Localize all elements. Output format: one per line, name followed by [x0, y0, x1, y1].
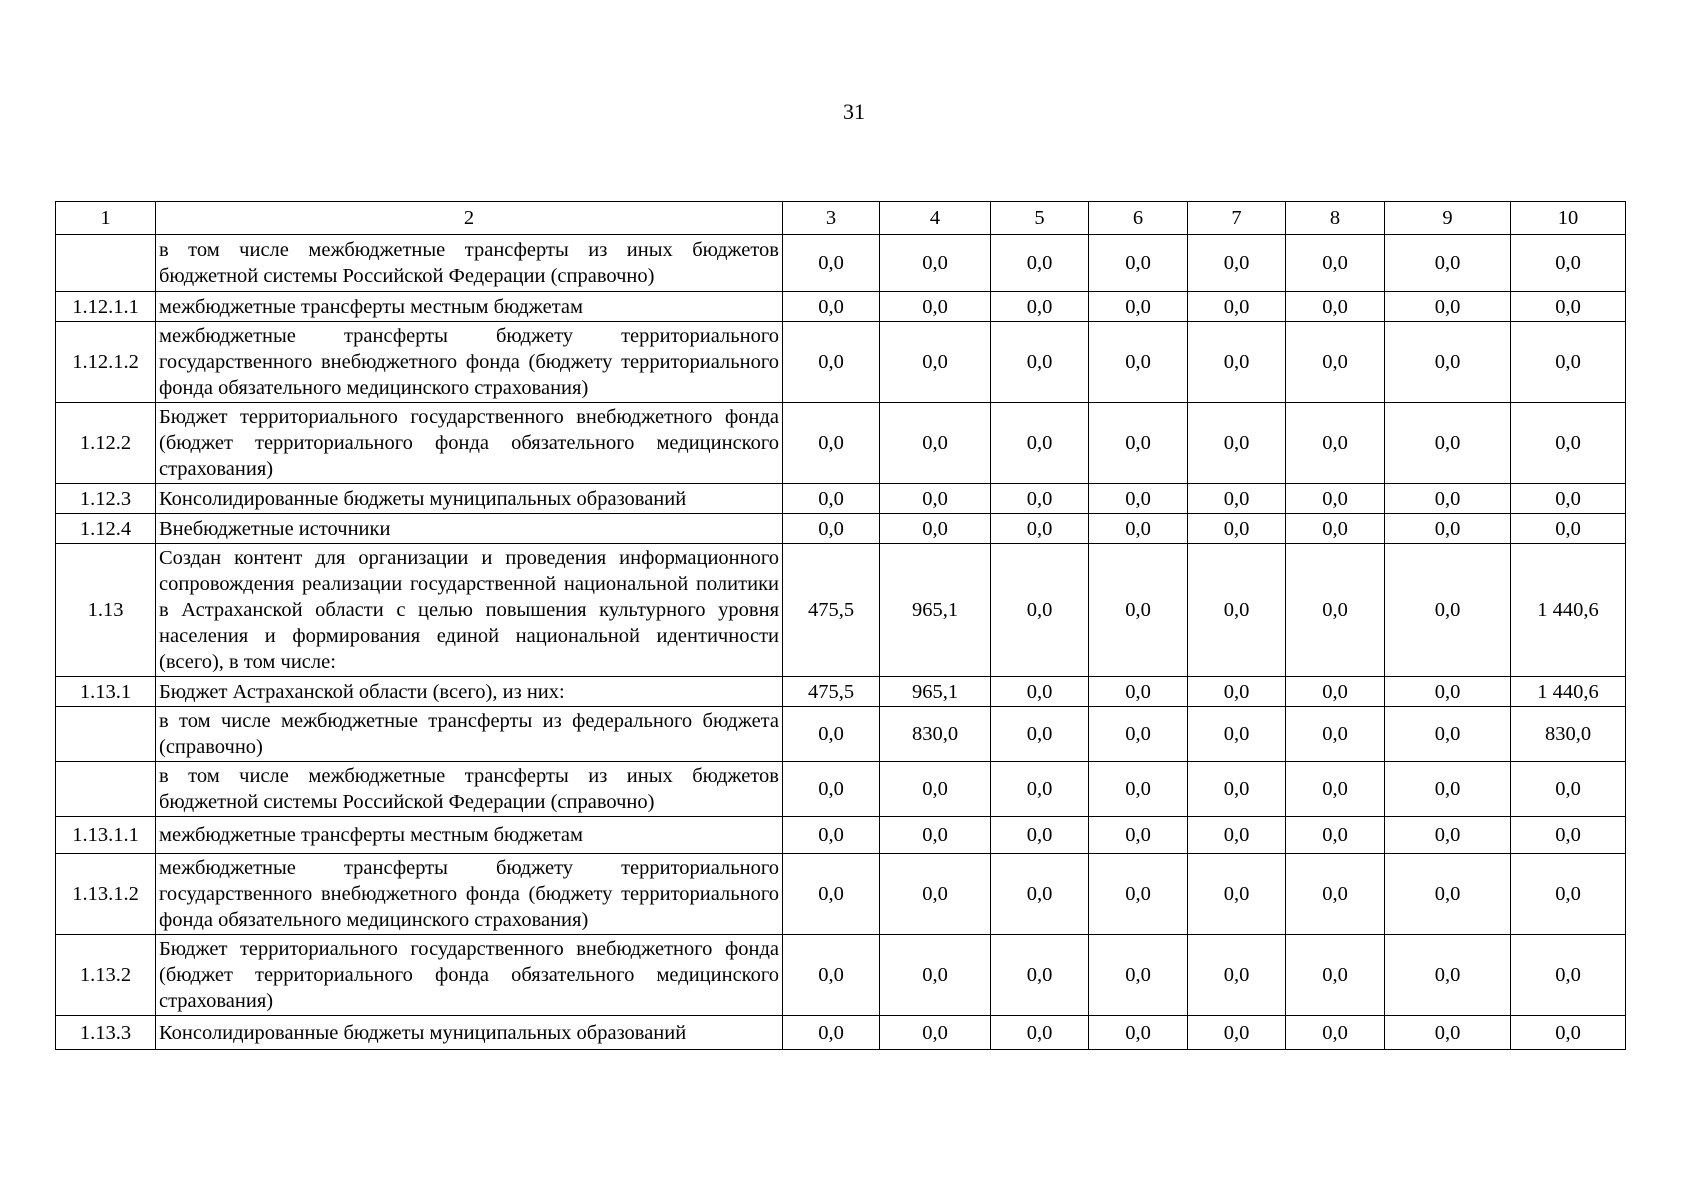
row-description: Внебюджетные источники [156, 514, 783, 544]
value-cell: 1 440,6 [1511, 544, 1626, 677]
value-cell: 0,0 [1385, 935, 1511, 1016]
row-description: Создан контент для организации и проведения информационного сопровождения реализации государственной национальной политики в Астраханской области с целью повышения культурного уровня населения и формирования единой национальной идентичности (всего), в том числе: [156, 544, 783, 677]
value-cell: 0,0 [1089, 707, 1188, 762]
value-cell: 0,0 [991, 935, 1089, 1016]
row-code: 1.13.3 [56, 1016, 156, 1050]
value-cell: 0,0 [991, 235, 1089, 292]
value-cell: 0,0 [1188, 403, 1286, 484]
value-cell: 0,0 [1089, 484, 1188, 514]
header-cell: 9 [1385, 202, 1511, 235]
value-cell: 0,0 [1188, 677, 1286, 707]
value-cell: 0,0 [880, 514, 991, 544]
value-cell: 0,0 [1188, 292, 1286, 322]
value-cell: 0,0 [783, 817, 880, 854]
table-row [56, 514, 1626, 544]
value-cell: 0,0 [1089, 292, 1188, 322]
value-cell: 0,0 [1286, 292, 1385, 322]
value-cell: 0,0 [991, 514, 1089, 544]
value-cell: 0,0 [1286, 514, 1385, 544]
value-cell: 0,0 [1385, 817, 1511, 854]
value-cell: 0,0 [1511, 484, 1626, 514]
value-cell: 0,0 [1385, 762, 1511, 817]
value-cell: 0,0 [1511, 322, 1626, 403]
row-code: 1.13.1 [56, 677, 156, 707]
header-cell: 3 [783, 202, 880, 235]
budget-table [55, 201, 1626, 1050]
value-cell: 0,0 [880, 817, 991, 854]
row-code [56, 762, 156, 817]
value-cell: 475,5 [783, 544, 880, 677]
row-description: в том числе межбюджетные трансферты из иных бюджетов бюджетной системы Российской Федерации (справочно) [156, 235, 783, 292]
value-cell: 0,0 [1511, 854, 1626, 935]
header-cell: 1 [56, 202, 156, 235]
header-cell: 8 [1286, 202, 1385, 235]
value-cell: 0,0 [1385, 235, 1511, 292]
table-row [56, 762, 1626, 817]
value-cell: 0,0 [1385, 544, 1511, 677]
row-code: 1.12.4 [56, 514, 156, 544]
value-cell: 0,0 [880, 403, 991, 484]
header-cell: 2 [156, 202, 783, 235]
row-code: 1.13.2 [56, 935, 156, 1016]
value-cell: 0,0 [991, 544, 1089, 677]
row-description: в том числе межбюджетные трансферты из федерального бюджета (справочно) [156, 707, 783, 762]
table-row [56, 484, 1626, 514]
value-cell: 0,0 [1286, 707, 1385, 762]
value-cell: 0,0 [1089, 1016, 1188, 1050]
value-cell: 0,0 [991, 322, 1089, 403]
value-cell: 0,0 [1511, 235, 1626, 292]
table-row [56, 817, 1626, 854]
value-cell: 0,0 [1385, 707, 1511, 762]
value-cell: 0,0 [880, 762, 991, 817]
row-description: Бюджет территориального государственного внебюджетного фонда (бюджет территориального фонда обязательного медицинского страхования) [156, 403, 783, 484]
value-cell: 0,0 [1286, 484, 1385, 514]
value-cell: 0,0 [1286, 762, 1385, 817]
value-cell: 0,0 [991, 762, 1089, 817]
value-cell: 0,0 [1385, 854, 1511, 935]
value-cell: 0,0 [1385, 514, 1511, 544]
value-cell: 0,0 [783, 403, 880, 484]
value-cell: 0,0 [1089, 544, 1188, 677]
value-cell: 0,0 [783, 1016, 880, 1050]
value-cell: 0,0 [991, 854, 1089, 935]
header-cell: 4 [880, 202, 991, 235]
value-cell: 0,0 [1511, 935, 1626, 1016]
value-cell: 0,0 [783, 484, 880, 514]
value-cell: 0,0 [880, 292, 991, 322]
value-cell: 0,0 [991, 677, 1089, 707]
row-description: Консолидированные бюджеты муниципальных образований [156, 484, 783, 514]
header-cell: 10 [1511, 202, 1626, 235]
table-row [56, 707, 1626, 762]
value-cell: 0,0 [1188, 762, 1286, 817]
value-cell: 0,0 [1385, 1016, 1511, 1050]
table-row [56, 677, 1626, 707]
value-cell: 0,0 [1385, 677, 1511, 707]
value-cell: 0,0 [1511, 292, 1626, 322]
row-description: межбюджетные трансферты бюджету территориального государственного внебюджетного фонда (бюджету территориального фонда обязательного медицинского страхования) [156, 854, 783, 935]
budget-table-container [55, 201, 1626, 1050]
value-cell: 0,0 [1511, 762, 1626, 817]
value-cell: 0,0 [1188, 514, 1286, 544]
value-cell: 475,5 [783, 677, 880, 707]
value-cell: 1 440,6 [1511, 677, 1626, 707]
value-cell: 0,0 [1286, 1016, 1385, 1050]
header-cell: 7 [1188, 202, 1286, 235]
value-cell: 0,0 [1188, 235, 1286, 292]
value-cell: 0,0 [1385, 292, 1511, 322]
value-cell: 0,0 [1286, 817, 1385, 854]
value-cell: 0,0 [1188, 484, 1286, 514]
value-cell: 965,1 [880, 677, 991, 707]
value-cell: 0,0 [1089, 235, 1188, 292]
row-description: Бюджет Астраханской области (всего), из них: [156, 677, 783, 707]
table-row [56, 935, 1626, 1016]
value-cell: 0,0 [1188, 854, 1286, 935]
value-cell: 0,0 [1286, 854, 1385, 935]
value-cell: 0,0 [1385, 403, 1511, 484]
value-cell: 0,0 [1188, 322, 1286, 403]
value-cell: 0,0 [783, 514, 880, 544]
value-cell: 0,0 [1188, 707, 1286, 762]
value-cell: 0,0 [1286, 677, 1385, 707]
value-cell: 0,0 [991, 292, 1089, 322]
value-cell: 0,0 [1511, 403, 1626, 484]
value-cell: 965,1 [880, 544, 991, 677]
value-cell: 0,0 [783, 235, 880, 292]
value-cell: 0,0 [1385, 484, 1511, 514]
row-description: Консолидированные бюджеты муниципальных образований [156, 1016, 783, 1050]
table-row [56, 854, 1626, 935]
value-cell: 0,0 [991, 707, 1089, 762]
value-cell: 0,0 [1089, 514, 1188, 544]
table-row [56, 235, 1626, 292]
value-cell: 0,0 [991, 1016, 1089, 1050]
value-cell: 0,0 [783, 935, 880, 1016]
value-cell: 0,0 [1511, 817, 1626, 854]
value-cell: 0,0 [880, 1016, 991, 1050]
value-cell: 0,0 [880, 235, 991, 292]
table-row [56, 403, 1626, 484]
row-code [56, 707, 156, 762]
table-row [56, 544, 1626, 677]
value-cell: 0,0 [1089, 403, 1188, 484]
header-cell: 5 [991, 202, 1089, 235]
value-cell: 0,0 [880, 935, 991, 1016]
value-cell: 0,0 [880, 854, 991, 935]
value-cell: 0,0 [783, 322, 880, 403]
row-code: 1.12.1.2 [56, 322, 156, 403]
value-cell: 0,0 [783, 762, 880, 817]
table-header-row [56, 202, 1626, 235]
value-cell: 0,0 [1089, 817, 1188, 854]
row-description: Бюджет территориального государственного внебюджетного фонда (бюджет территориального фонда обязательного медицинского страхования) [156, 935, 783, 1016]
page-number: 31 [843, 99, 865, 124]
value-cell: 0,0 [1188, 935, 1286, 1016]
row-code: 1.12.3 [56, 484, 156, 514]
value-cell: 0,0 [1089, 854, 1188, 935]
table-row [56, 292, 1626, 322]
value-cell: 0,0 [1286, 403, 1385, 484]
row-code: 1.13.1.1 [56, 817, 156, 854]
value-cell: 0,0 [1286, 544, 1385, 677]
value-cell: 0,0 [991, 817, 1089, 854]
value-cell: 0,0 [1286, 935, 1385, 1016]
row-code: 1.12.2 [56, 403, 156, 484]
row-description: межбюджетные трансферты местным бюджетам [156, 292, 783, 322]
value-cell: 0,0 [1188, 544, 1286, 677]
value-cell: 0,0 [1188, 1016, 1286, 1050]
row-code: 1.13.1.2 [56, 854, 156, 935]
value-cell: 0,0 [1089, 935, 1188, 1016]
table-row [56, 1016, 1626, 1050]
value-cell: 0,0 [991, 484, 1089, 514]
value-cell: 0,0 [880, 322, 991, 403]
row-code: 1.13 [56, 544, 156, 677]
value-cell: 0,0 [880, 484, 991, 514]
row-description: в том числе межбюджетные трансферты из иных бюджетов бюджетной системы Российской Федерации (справочно) [156, 762, 783, 817]
value-cell: 830,0 [880, 707, 991, 762]
value-cell: 830,0 [1511, 707, 1626, 762]
row-description: межбюджетные трансферты бюджету территориального государственного внебюджетного фонда (бюджету территориального фонда обязательного медицинского страхования) [156, 322, 783, 403]
value-cell: 0,0 [1286, 235, 1385, 292]
row-description: межбюджетные трансферты местным бюджетам [156, 817, 783, 854]
value-cell: 0,0 [1188, 817, 1286, 854]
value-cell: 0,0 [1089, 677, 1188, 707]
table-row [56, 322, 1626, 403]
value-cell: 0,0 [783, 854, 880, 935]
value-cell: 0,0 [1385, 322, 1511, 403]
row-code: 1.12.1.1 [56, 292, 156, 322]
value-cell: 0,0 [783, 707, 880, 762]
value-cell: 0,0 [1511, 514, 1626, 544]
value-cell: 0,0 [1089, 762, 1188, 817]
header-cell: 6 [1089, 202, 1188, 235]
value-cell: 0,0 [991, 403, 1089, 484]
row-code [56, 235, 156, 292]
value-cell: 0,0 [1286, 322, 1385, 403]
value-cell: 0,0 [1511, 1016, 1626, 1050]
table-body [56, 202, 1626, 1050]
value-cell: 0,0 [783, 292, 880, 322]
value-cell: 0,0 [1089, 322, 1188, 403]
